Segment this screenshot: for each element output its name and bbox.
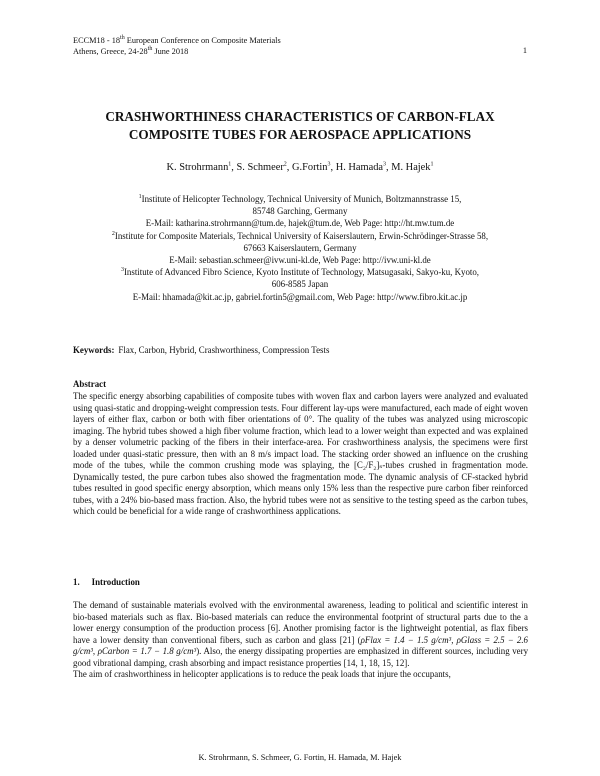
running-footer: K. Strohrmann, S. Schmeer, G. Fortin, H. Hamada, M. Hajek [198,753,402,762]
affiliation-line: $^1$Institute of Helicopter Technology, Technical University of Munich, Boltzmannstrasse 15, [138,194,462,204]
section-heading-introduction: 1. Introduction [73,577,140,587]
affiliation-email: E-Mail: sebastian.schmeer@ivw.uni-kl.de, Web Page: http://ivw.uni-kl.de [169,255,431,266]
abstract-text: The specific energy absorbing capabilities of composite tubes with woven flax and carbon layers were analyzed and evaluated using quasi-static and dropping-weight compression tests. Four different lay-ups were manufactured, each made of eight woven layers of either flax, carbon or both with fiber orientations of 0°. The quality of the tubes was analyzed using microscopic imaging. The hybrid tubes showed a high fiber volume fraction, which lead to a lower weight than expected and was explained by a denser volumetric packing of the fibers in their interface-area. For crashworthiness analysis, the specimens were first loaded under quasi-static pressure, then with an 8 m/s impact load. The stacking order showed an influence on the crushing mode of the tubes, while the common crushing mode was splaying, the [C₂/F₂]ₛ-tubes crushed in fragmentation mode. Dynamically tested, the pure carbon tubes also showed the fragmentation mode. The dynamic analysis of CF-stacked hybrid tubes resulted in good specific energy absorption, which means only 15% less than the respective pure carbon fiber reinforced tubes, with a 24% bio-based mass fraction. Also, the hybrid tubes were not as sensitive to the testing speed as the carbon tubes, which could be beneficial for a wide range of crashworthiness applications. [73,391,528,517]
author: H. Hamada [335,162,384,173]
author: M. Hajek [391,162,431,173]
author-list: K. Strohrmann$^1$, S. Schmeer$^2$, G.Fortin$^3$, H. Hamada$^3$, M. Hajek$^1$ [166,161,434,173]
running-header [73,35,281,57]
keywords-label: Keywords: [73,345,115,355]
author: K. Strohrmann [166,162,229,173]
paragraph: The demand of sustainable materials evolved with the environmental awareness, leading to political and scientific interest in bio-based materials such as flax. Bio-based materials can reduce the environmental footprint of structural parts due to the a lower energy consumption of the production process [6]. Another promising factor is the lightweight potential, as flax fibers have a lower density than conventional fibers, such as carbon and glass [21] (ρFlax = 1.4 − 1.5 g/cm³, ρGlass = 2.5 − 2.6 g/cm³, ρCarbon = 1.7 − 1.8 g/cm³). Also, the energy dissipating properties are emphasized in different sources, including very good vibrational damping, crash absorbing and impact resistance properties [14, 1, 18, 15, 12]. [73,600,529,668]
introduction-body [73,600,528,681]
affiliation-email: E-Mail: katharina.strohrmann@tum.de, hajek@tum.de, Web Page: http://ht.mw.tum.de [145,218,455,229]
affiliations [60,193,540,303]
page-number: 1 [522,46,527,55]
affiliation-line: 85748 Garching, Germany [252,206,348,217]
conference-line: ECCM18 - 18th European Conference on Composite Materials [73,35,281,45]
affiliation-email: E-Mail: hhamada@kit.ac.jp, gabriel.fortin5@gmail.com, Web Page: http://www.fibro.kit.ac.jp [132,291,468,302]
keywords [73,345,329,355]
affiliation-line: $^3$Institute of Advanced Fibro Science, Kyoto Institute of Technology, Matsugasaki, Sakyo-ku, Kyoto, [120,267,480,278]
author: S. Schmeer [236,162,284,173]
location-line: Athens, Greece, 24-28th June 2018 [73,46,189,56]
affiliation-line: $^2$Institute for Composite Materials, Technical University of Kaiserslautern, Erwin-Schrödinger-Strasse 58, [111,230,489,241]
abstract-heading: Abstract [73,379,107,389]
paper-title: CRASHWORTHINESS CHARACTERISTICS OF CARBON-FLAX COMPOSITE TUBES FOR AEROSPACE APPLICATIONS [105,109,495,142]
keywords-text: Flax, Carbon, Hybrid, Crashworthiness, Compression Tests [118,345,330,355]
affiliation-line: 67663 Kaiserslautern, Germany [243,242,357,253]
author: G.Fortin [292,162,328,173]
paragraph: The aim of crashworthiness in helicopter applications is to reduce the peak loads that injure the occupants, [73,669,451,680]
affiliation-line: 606-8585 Japan [271,279,329,290]
